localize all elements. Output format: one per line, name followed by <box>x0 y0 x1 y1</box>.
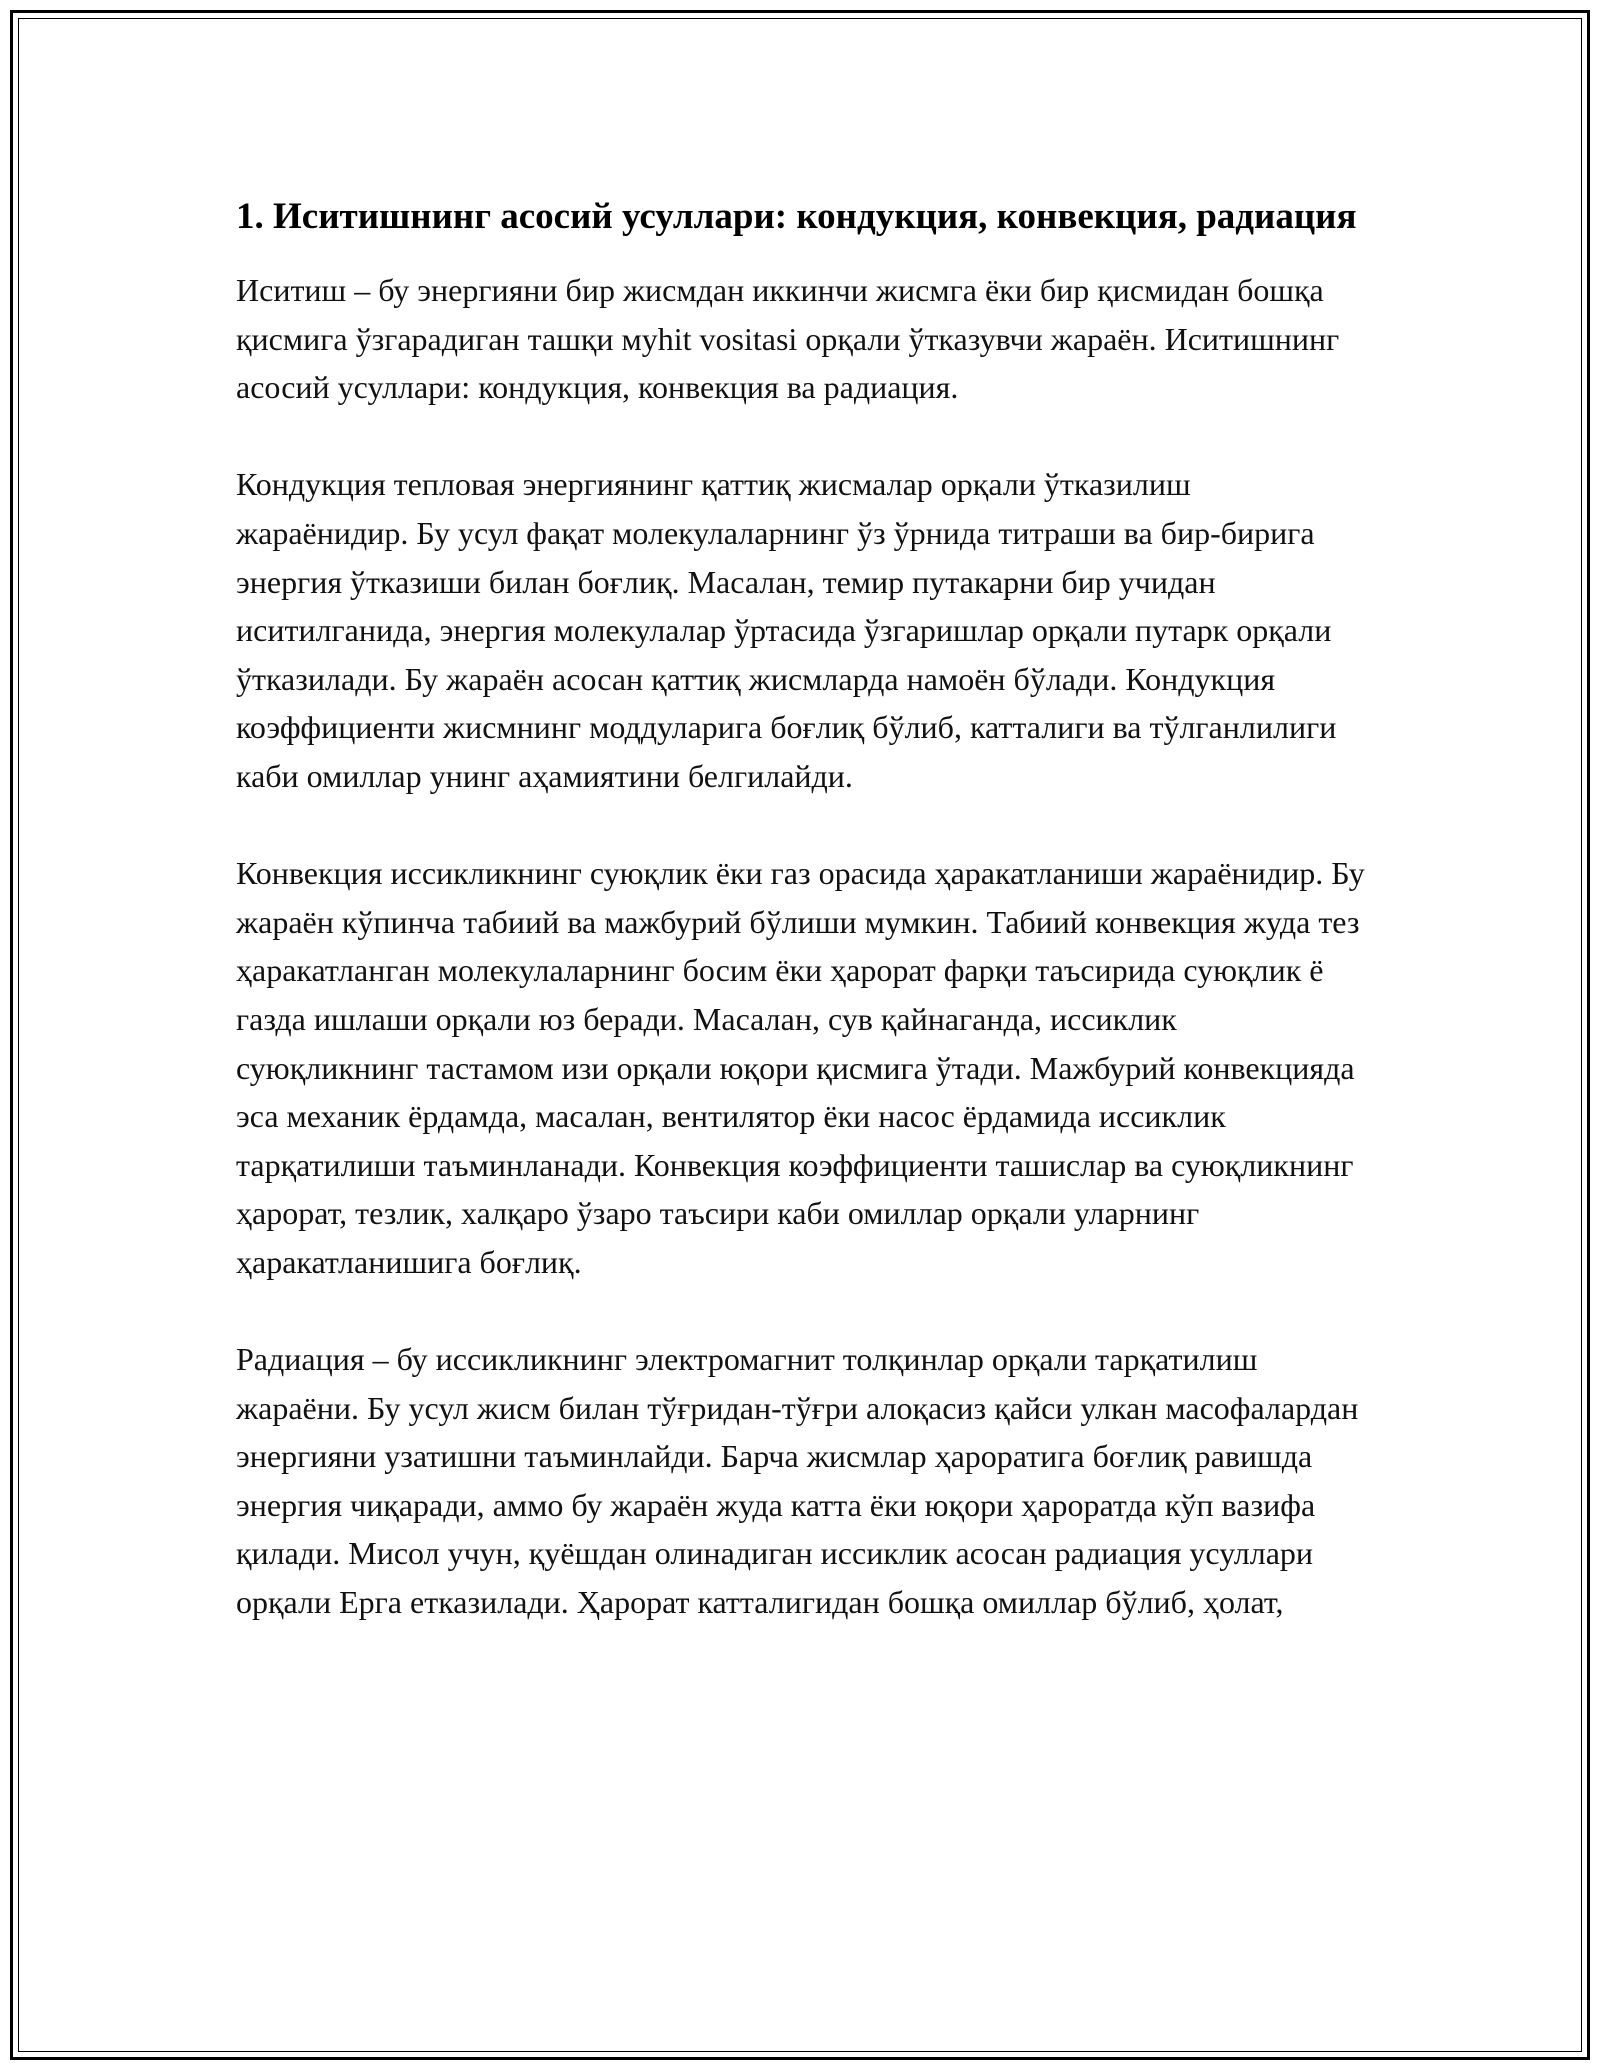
section-heading: 1. Иситишнинг асосий усуллари: кондукция, конвекция, радиация <box>236 196 1357 237</box>
paragraph-conduction: Кондукция тепловая энергиянинг қаттиқ жисмалар орқали ўтказилиш жараёнидир. Бу усул фақат молекулаларнинг ўз ўрнида титраши ва бир-бирига энергия ўтказиши билан боғлиқ. Масалан, темир путакарни бир учидан иситилганида, энергия молекулалар ўртасида ўзгаришлар орқали путарк орқали ўтказилади. Бу жараён асосан қаттиқ жисмларда намоён бўлади. Кондукция коэффициенти жисмнинг моддуларига боғлиқ бўлиб, катталиги ва тўлганлилиги каби омиллар унинг аҳамиятини белгилайди. <box>236 466 1337 794</box>
paragraph-intro: Иситиш – бу энергияни бир жисмдан иккинчи жисмга ёки бир қисмидан бошқа қисмига ўзгарадиган ташқи муhit vositasi орқали ўтказувчи жараён. Иситишнинг асосий усуллари: кондукция, конвекция ва радиация. <box>236 272 1340 406</box>
paragraph-radiation: Радиация – бу иссикликнинг электромагнит толқинлар орқали тарқатилиш жараёни. Бу усул жисм билан тўғридан-тўғри алоқасиз қайси улкан масофалардан энергияни узатишни таъминлайди. Барча жисмлар ҳароратига боғлиқ равишда энергия чиқаради, аммо бу жараён жуда катта ёки юқори ҳароратда кўп вазифа қилади. Мисол учун, қуёшдан олинадиган иссиклик асосан радиация усуллари орқали Ерга етказилади. Ҳарорат катталигидан бошқа омиллар бўлиб, ҳолат, <box>236 1341 1359 1621</box>
paragraph-convection: Конвекция иссикликнинг суюқлик ёки газ орасида ҳаракатланиши жараёнидир. Бу жараён кўпинча табиий ва мажбурий бўлиши мумкин. Табиий конвекция жуда тез ҳаракатланган молекулаларнинг босим ёки ҳарорат фарқи таъсирида суюқлик ё газда ишлаши орқали юз беради. Масалан, сув қайнаганда, иссиклик суюқликнинг тастамом изи орқали юқори қисмига ўтади. Мажбурий конвекцияда эса механик ёрдамда, масалан, вентилятор ёки насос ёрдамида иссиклик тарқатилиши таъминланади. Конвекция коэффициенти ташислар ва суюқликнинг ҳарорат, тезлик, халқаро ўзаро таъсири каби омиллар орқали уларнинг ҳаракатланишига боғлиқ. <box>236 855 1365 1280</box>
document-body <box>236 188 1366 1675</box>
